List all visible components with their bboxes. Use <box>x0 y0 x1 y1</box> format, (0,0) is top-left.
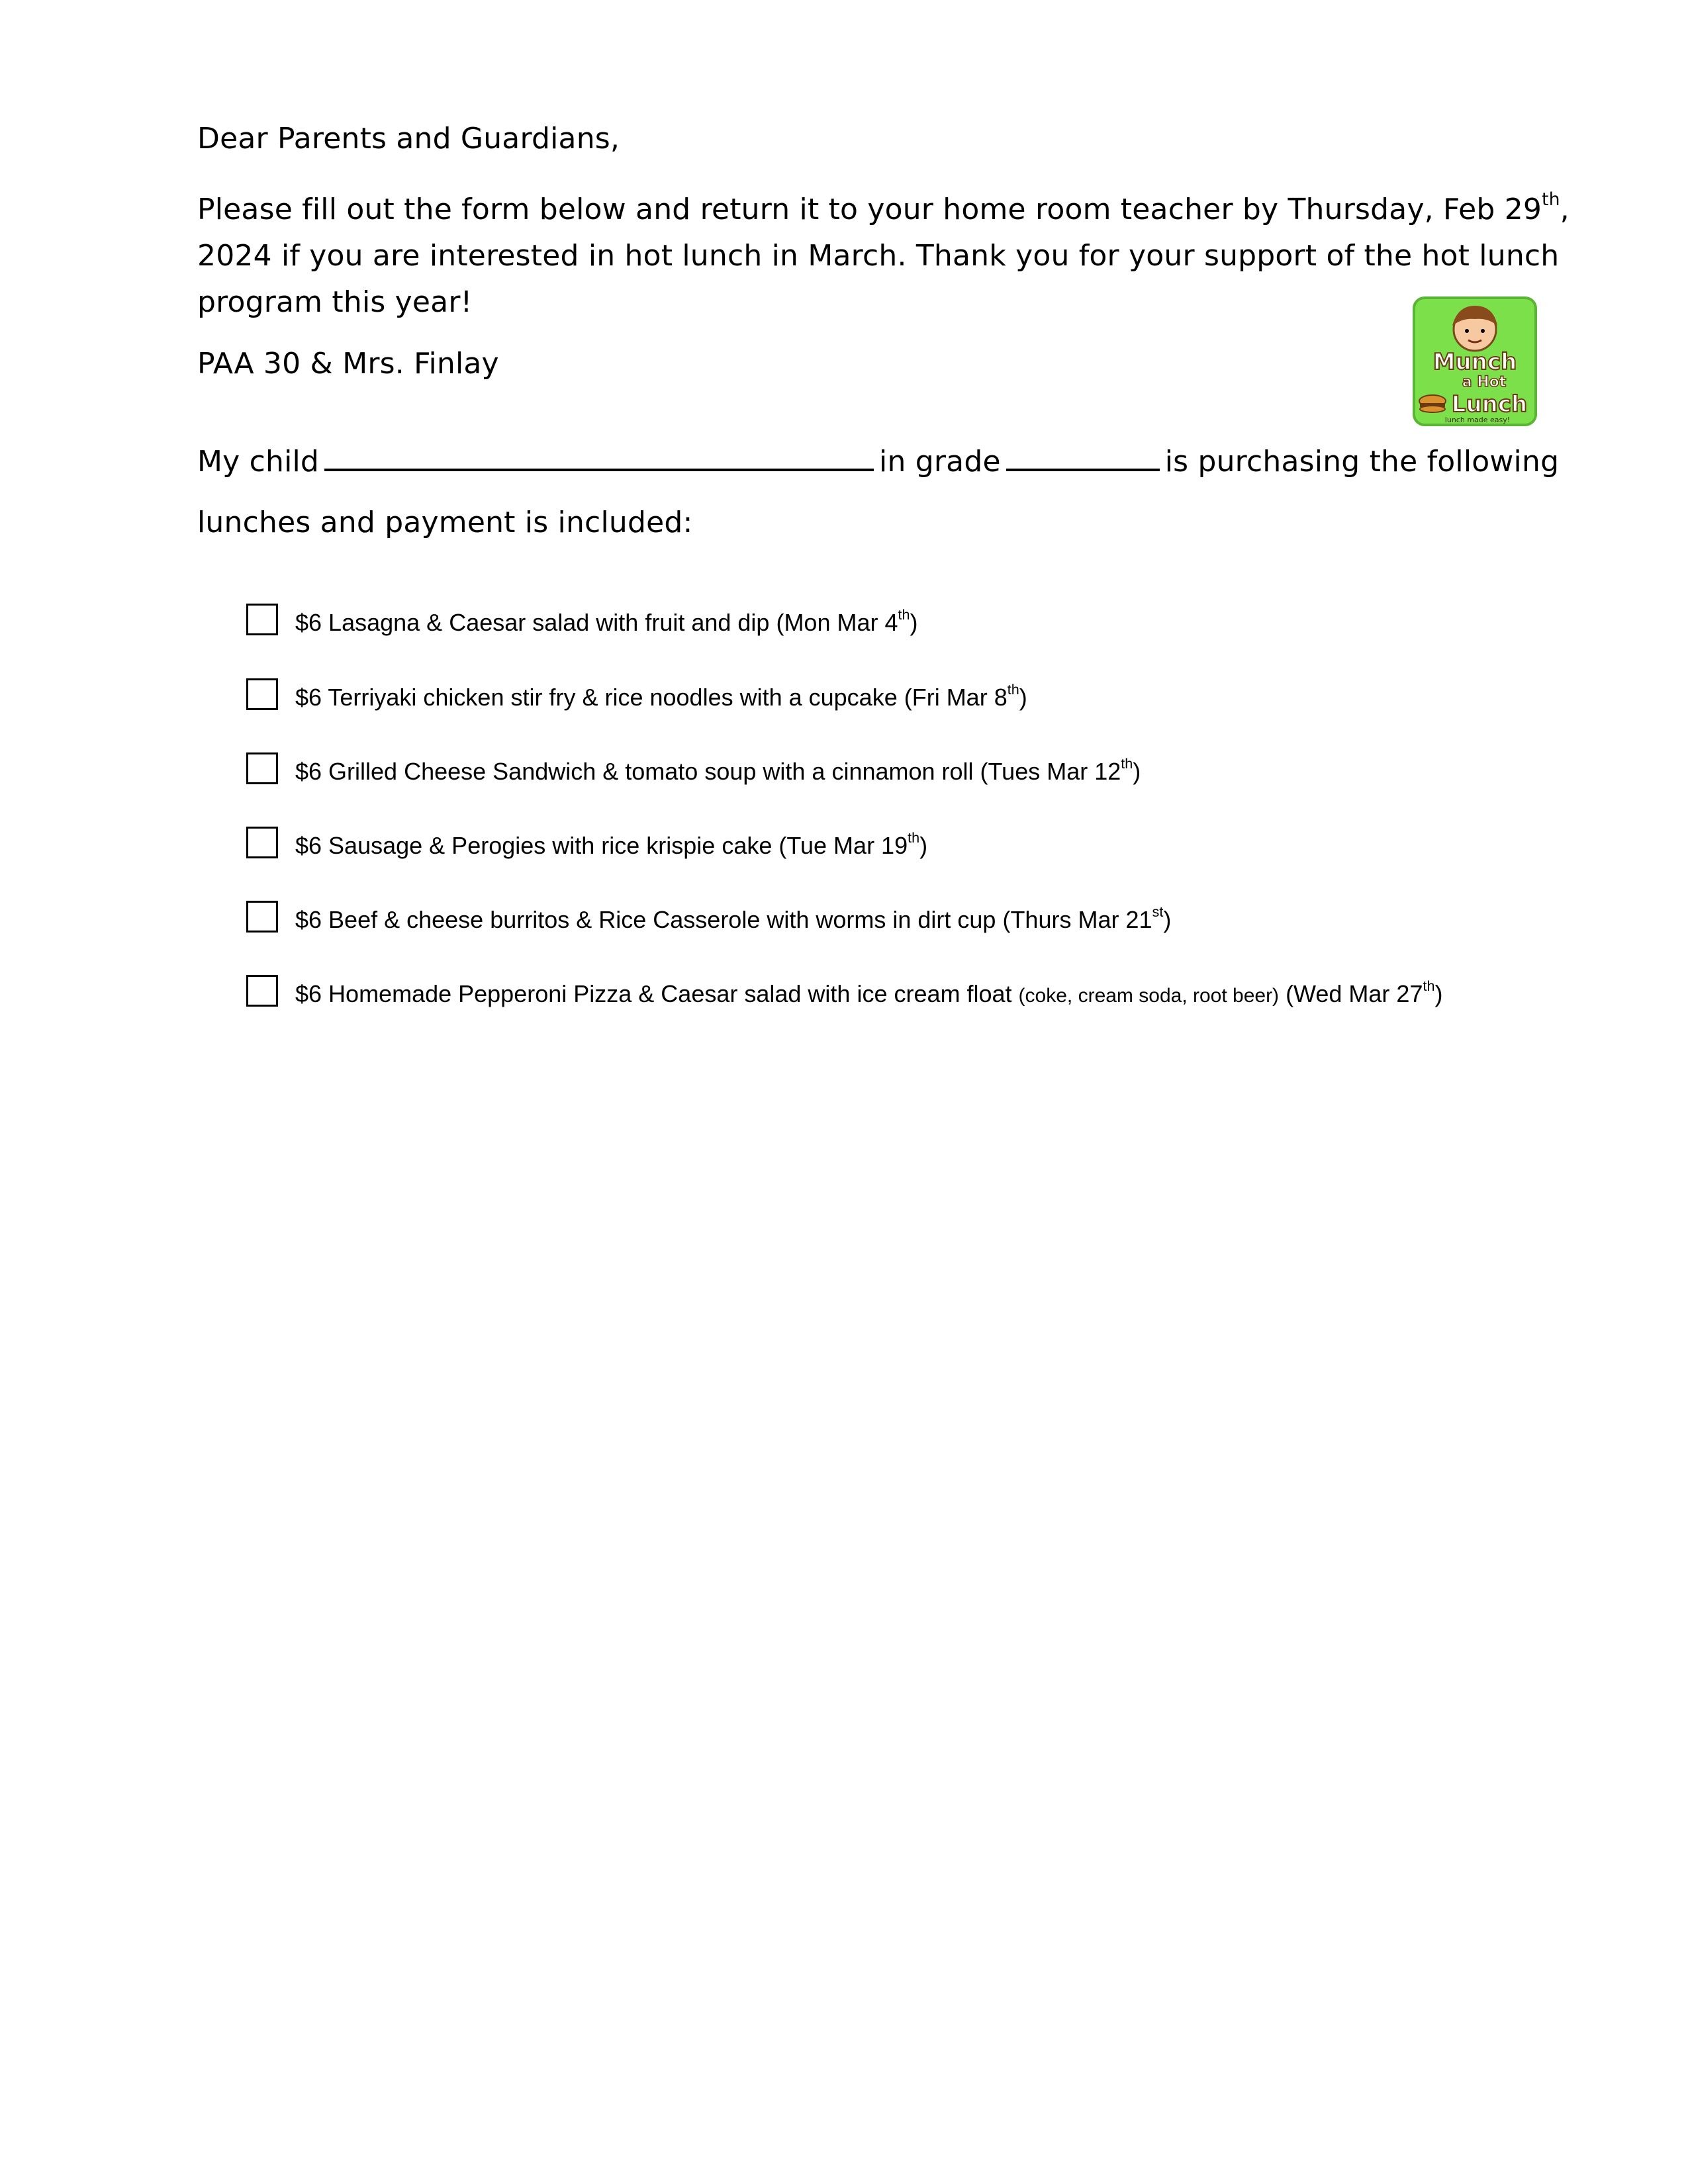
grade-label: in grade <box>879 445 1001 478</box>
lunch-item-label <box>295 606 918 637</box>
lunch-item-text: $6 Lasagna & Caesar salad with fruit and dip (Mon Mar 4 <box>295 609 898 636</box>
signature: PAA 30 & Mrs. Finlay <box>197 347 499 381</box>
logo-line-1: Munch <box>1432 349 1517 375</box>
purchase-text: is purchasing the following <box>1164 445 1560 478</box>
lunch-item-sup: th <box>1007 680 1019 698</box>
lunch-item-text: $6 Beef & cheese burritos & Rice Casserole with worms in dirt cup (Thurs Mar 21 <box>295 906 1152 933</box>
munch-a-hot-lunch-logo <box>1411 295 1538 428</box>
lunch-item-text: $6 Sausage & Perogies with rice krispie cake (Tue Mar 19 <box>295 832 908 859</box>
lunch-item-sup: th <box>908 829 920 846</box>
lunch-item-text: $6 Grilled Cheese Sandwich & tomato soup with a cinnamon roll (Tues Mar 12 <box>295 758 1121 785</box>
child-label: My child <box>197 445 320 478</box>
intro-superscript: th <box>1542 189 1560 210</box>
logo-line-2: a Hot <box>1462 374 1507 390</box>
lunch-item-sup: th <box>1121 754 1133 772</box>
lunch-checkbox[interactable] <box>246 901 278 933</box>
intro-text-end: , 2024 if you are interested in hot lunch in March. Thank you for your support of the hot lunch program this year! <box>197 193 1570 319</box>
lunch-checkbox[interactable] <box>246 678 278 710</box>
lunch-item-date: (Wed Mar 27 <box>1279 980 1423 1007</box>
lunch-item-text: $6 Homemade Pepperoni Pizza & Caesar salad with ice cream float <box>295 980 1019 1007</box>
lunch-item-label <box>295 754 1141 786</box>
lunch-item-end: ) <box>1133 758 1141 785</box>
lunch-item-end: ) <box>919 832 928 859</box>
lunch-item-end: ) <box>1019 684 1027 711</box>
lunch-item-label <box>295 977 1443 1008</box>
lunch-item-label <box>295 829 928 860</box>
grade-blank[interactable] <box>1006 442 1160 471</box>
lunch-item-end: ) <box>1163 906 1172 933</box>
lunch-item-sup: st <box>1152 903 1164 920</box>
logo-tagline: lunch made easy! <box>1444 416 1511 424</box>
lunch-item-end: ) <box>1434 980 1443 1007</box>
lunch-checkbox[interactable] <box>246 827 278 858</box>
lunch-checkbox[interactable] <box>246 975 278 1007</box>
lunch-item-sup: th <box>898 606 910 623</box>
lunch-item-text: $6 Terriyaki chicken stir fry & rice noodles with a cupcake (Fri Mar 8 <box>295 684 1008 711</box>
logo-line-3: Lunch <box>1451 391 1528 418</box>
intro-text-start: Please fill out the form below and return it to your home room teacher by Thursday, Feb 29 <box>197 193 1542 226</box>
lunch-item-label <box>295 680 1027 711</box>
lunch-item-label <box>295 903 1172 934</box>
lunch-item-end: ) <box>910 609 918 636</box>
lunch-checkbox[interactable] <box>246 752 278 784</box>
greeting: Dear Parents and Guardians, <box>197 122 620 156</box>
child-name-blank[interactable] <box>324 442 874 471</box>
lunch-checkbox[interactable] <box>246 604 278 635</box>
lunch-item-note: (coke, cream soda, root beer) <box>1018 985 1280 1007</box>
child-grade-line <box>197 442 1559 478</box>
lunch-item-sup: th <box>1423 977 1435 994</box>
payment-line: lunches and payment is included: <box>197 506 693 539</box>
